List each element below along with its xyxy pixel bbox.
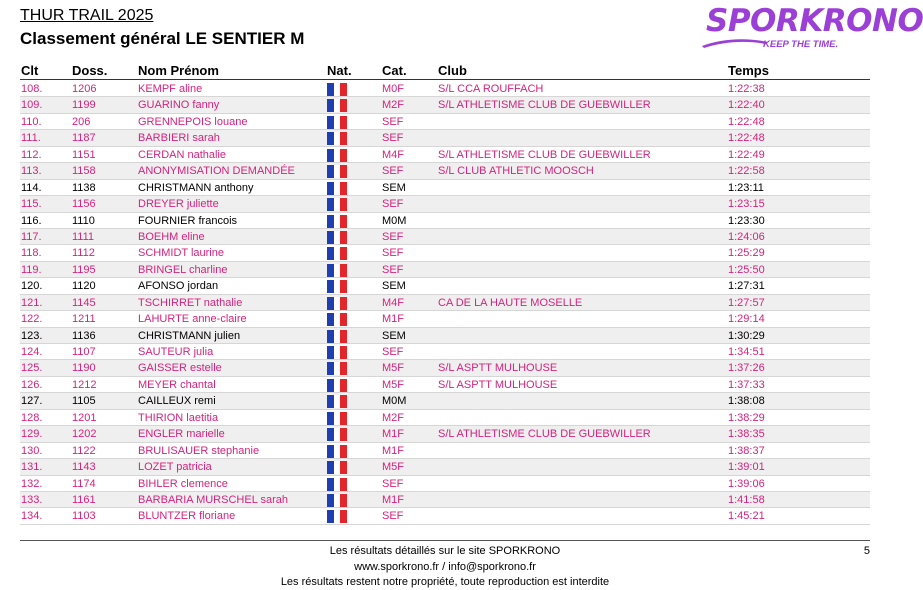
cell-bib: 1211 xyxy=(72,313,96,326)
cell-time: 1:23:11 xyxy=(728,181,764,194)
results-table-body xyxy=(20,81,870,525)
cell-category: SEM xyxy=(382,329,406,342)
cell-time: 1:30:29 xyxy=(728,329,765,342)
france-flag-icon xyxy=(327,313,347,326)
cell-name: KEMPF aline xyxy=(138,83,203,95)
cell-time: 1:39:06 xyxy=(728,477,765,490)
cell-time: 1:22:58 xyxy=(728,165,765,178)
cell-time: 1:41:58 xyxy=(728,493,765,506)
footer-divider xyxy=(20,540,870,541)
cell-rank: 129. xyxy=(21,428,43,441)
cell-rank: 114. xyxy=(21,181,42,194)
cell-category: M4F xyxy=(382,296,404,309)
cell-name: BRULISAUER stephanie xyxy=(138,444,260,457)
cell-bib: 1143 xyxy=(72,461,96,474)
cell-rank: 124. xyxy=(21,346,43,358)
cell-rank: 128. xyxy=(21,411,43,424)
cell-time: 1:38:37 xyxy=(728,444,765,457)
france-flag-icon xyxy=(327,99,347,112)
cell-category: M5F xyxy=(382,378,404,391)
france-flag-icon xyxy=(327,379,347,392)
cell-name: CAILLEUX remi xyxy=(138,395,216,408)
cell-rank: 117. xyxy=(21,230,42,243)
table-row xyxy=(20,262,870,278)
table-row xyxy=(20,311,870,327)
cell-name: BIHLER clemence xyxy=(138,477,228,490)
cell-name: MEYER chantal xyxy=(138,378,216,391)
cell-bib: 1122 xyxy=(72,444,96,457)
cell-time: 1:45:21 xyxy=(728,510,765,523)
cell-rank: 109. xyxy=(21,99,43,112)
cell-category: SEF xyxy=(382,477,404,490)
france-flag-icon xyxy=(327,428,347,441)
france-flag-icon xyxy=(327,116,347,129)
cell-club: S/L ATHLETISME CLUB DE GUEBWILLER xyxy=(438,148,651,161)
cell-bib: 1112 xyxy=(72,247,95,260)
cell-rank: 112. xyxy=(21,148,42,161)
cell-category: M5F xyxy=(382,362,404,375)
cell-name: GAISSER estelle xyxy=(138,362,222,375)
cell-rank: 120. xyxy=(21,280,43,293)
cell-bib: 1120 xyxy=(72,280,96,293)
table-row xyxy=(20,328,870,344)
cell-time: 1:38:29 xyxy=(728,411,765,424)
footer-results-note: Les résultats détaillés sur le site SPORKRONO xyxy=(329,545,561,557)
cell-rank: 110. xyxy=(21,115,42,128)
cell-category: SEF xyxy=(382,263,404,276)
cell-time: 1:24:06 xyxy=(728,230,765,243)
cell-category: M1F xyxy=(382,493,404,506)
cell-category: SEF xyxy=(382,510,404,523)
cell-name: CHRISTMANN julien xyxy=(138,329,241,342)
cell-name: BRINGEL charline xyxy=(138,263,228,276)
france-flag-icon xyxy=(327,182,347,195)
cell-name: AFONSO jordan xyxy=(138,280,219,293)
cell-name: BARBIERI sarah xyxy=(138,132,220,145)
cell-time: 1:38:35 xyxy=(728,428,765,441)
cell-name: BOEHM eline xyxy=(138,230,205,243)
cell-name: GUARINO fanny xyxy=(138,99,220,112)
cell-time: 1:37:26 xyxy=(728,362,765,375)
table-row xyxy=(20,508,870,524)
cell-bib: 1158 xyxy=(72,165,96,178)
table-header xyxy=(20,60,870,79)
cell-bib: 1156 xyxy=(72,198,96,211)
table-row xyxy=(20,443,870,459)
race-title: THUR TRAIL 2025 xyxy=(20,7,154,24)
cell-bib: 1103 xyxy=(72,510,96,523)
table-row xyxy=(20,295,870,311)
table-row xyxy=(20,81,870,97)
france-flag-icon xyxy=(327,297,347,310)
cell-category: M1F xyxy=(382,313,404,326)
cell-bib: 1174 xyxy=(72,477,96,490)
france-flag-icon xyxy=(327,264,347,277)
cell-rank: 108. xyxy=(21,83,43,95)
table-row xyxy=(20,97,870,113)
cell-bib: 1110 xyxy=(72,214,95,227)
table-row xyxy=(20,130,870,146)
cell-name: SCHMIDT laurine xyxy=(138,247,224,260)
cell-bib: 1212 xyxy=(72,378,97,391)
cell-category: M1F xyxy=(382,444,404,457)
cell-category: SEF xyxy=(382,165,404,178)
col-header-name: Nom Prénom xyxy=(138,63,219,78)
table-row xyxy=(20,377,870,393)
ranking-title: Classement général LE SENTIER M xyxy=(20,29,305,48)
cell-bib: 1136 xyxy=(72,329,96,342)
cell-time: 1:39:01 xyxy=(728,461,765,474)
table-row xyxy=(20,344,870,360)
cell-bib: 1161 xyxy=(72,493,96,506)
cell-category: M4F xyxy=(382,148,404,161)
cell-category: M2F xyxy=(382,99,404,112)
col-header-club: Club xyxy=(438,63,467,78)
cell-name: ANONYMISATION DEMANDÉE xyxy=(138,165,295,178)
cell-time: 1:22:48 xyxy=(728,132,765,145)
cell-bib: 1195 xyxy=(72,263,96,276)
cell-rank: 132. xyxy=(21,477,43,490)
france-flag-icon xyxy=(327,494,347,507)
cell-time: 1:37:33 xyxy=(728,378,765,391)
cell-bib: 1201 xyxy=(72,411,97,424)
france-flag-icon xyxy=(327,198,347,211)
cell-name: CHRISTMANN anthony xyxy=(138,181,254,194)
col-header-cat: Cat. xyxy=(382,63,407,78)
table-row xyxy=(20,476,870,492)
table-row xyxy=(20,163,870,179)
cell-time: 1:27:31 xyxy=(728,280,765,293)
cell-name: CERDAN nathalie xyxy=(138,148,227,161)
cell-bib: 1187 xyxy=(72,132,96,145)
france-flag-icon xyxy=(327,280,347,293)
cell-time: 1:23:15 xyxy=(728,198,765,211)
cell-category: SEF xyxy=(382,132,404,145)
cell-category: M5F xyxy=(382,461,404,474)
table-row xyxy=(20,245,870,261)
cell-category: M0M xyxy=(382,214,407,227)
france-flag-icon xyxy=(327,445,347,458)
table-row xyxy=(20,393,870,409)
cell-name: LOZET patricia xyxy=(138,461,212,474)
france-flag-icon xyxy=(327,215,347,228)
cell-category: SEF xyxy=(382,346,404,358)
cell-bib: 1190 xyxy=(72,362,96,375)
cell-bib: 1138 xyxy=(72,181,96,194)
cell-name: FOURNIER francois xyxy=(138,214,238,227)
logo-tagline: KEEP THE TIME. xyxy=(763,39,839,50)
table-row xyxy=(20,114,870,130)
cell-bib: 1105 xyxy=(72,395,96,408)
header-divider xyxy=(20,79,870,80)
france-flag-icon xyxy=(327,461,347,474)
col-header-clt: Clt xyxy=(21,63,39,78)
france-flag-icon xyxy=(327,165,347,178)
france-flag-icon xyxy=(327,346,347,359)
cell-rank: 115. xyxy=(21,198,42,211)
cell-name: BLUNTZER floriane xyxy=(138,510,236,523)
cell-rank: 111. xyxy=(21,132,41,145)
cell-bib: 1111 xyxy=(72,230,95,243)
cell-name: THIRION laetitia xyxy=(138,411,219,424)
france-flag-icon xyxy=(327,132,347,145)
col-header-time: Temps xyxy=(728,63,769,78)
cell-rank: 133. xyxy=(21,493,43,506)
france-flag-icon xyxy=(327,149,347,162)
col-header-doss: Doss. xyxy=(72,63,108,78)
cell-rank: 113. xyxy=(21,165,42,178)
cell-rank: 116. xyxy=(21,214,42,227)
cell-bib: 1206 xyxy=(72,83,97,95)
france-flag-icon xyxy=(327,362,347,375)
logo-swoosh-icon xyxy=(700,33,770,49)
cell-bib: 1202 xyxy=(72,428,97,441)
cell-rank: 122. xyxy=(21,313,43,326)
cell-name: ENGLER marielle xyxy=(138,428,225,441)
cell-time: 1:29:14 xyxy=(728,313,765,326)
cell-club: S/L ATHLETISME CLUB DE GUEBWILLER xyxy=(438,428,651,441)
cell-club: S/L CLUB ATHLETIC MOOSCH xyxy=(438,165,594,178)
table-row xyxy=(20,147,870,163)
cell-bib: 1145 xyxy=(72,296,96,309)
cell-time: 1:25:50 xyxy=(728,263,765,276)
cell-category: SEF xyxy=(382,230,404,243)
table-row xyxy=(20,180,870,196)
cell-club: S/L ATHLETISME CLUB DE GUEBWILLER xyxy=(438,99,651,112)
cell-category: M0F xyxy=(382,83,404,95)
cell-club: S/L ASPTT MULHOUSE xyxy=(438,362,558,375)
cell-club: CA DE LA HAUTE MOSELLE xyxy=(438,296,583,309)
cell-category: SEM xyxy=(382,280,406,293)
table-row xyxy=(20,278,870,294)
cell-category: SEF xyxy=(382,247,404,260)
cell-name: DREYER juliette xyxy=(138,198,219,211)
cell-bib: 1199 xyxy=(72,99,96,112)
france-flag-icon xyxy=(327,510,347,523)
cell-bib: 206 xyxy=(72,115,91,128)
france-flag-icon xyxy=(327,83,347,96)
page-number: 5 xyxy=(863,545,870,557)
table-row xyxy=(20,410,870,426)
cell-time: 1:22:48 xyxy=(728,115,765,128)
cell-name: TSCHIRRET nathalie xyxy=(138,296,243,309)
france-flag-icon xyxy=(327,247,347,260)
cell-rank: 126. xyxy=(21,378,43,391)
logo-wordmark: SPORKRONO xyxy=(706,3,923,39)
cell-time: 1:25:29 xyxy=(728,247,765,260)
cell-time: 1:22:40 xyxy=(728,99,765,112)
cell-rank: 123. xyxy=(21,329,43,342)
sporkrono-logo xyxy=(700,3,923,55)
cell-category: SEF xyxy=(382,115,404,128)
footer-contact[interactable]: www.sporkrono.fr / info@sporkrono.fr xyxy=(354,561,536,573)
col-header-nat: Nat. xyxy=(327,63,352,78)
cell-time: 1:22:38 xyxy=(728,83,765,95)
cell-category: M0M xyxy=(382,395,407,408)
table-row xyxy=(20,229,870,245)
cell-bib: 1151 xyxy=(72,148,96,161)
france-flag-icon xyxy=(327,395,347,408)
footer-copyright: Les résultats restent notre propriété, toute reproduction est interdite xyxy=(280,576,610,588)
cell-rank: 134. xyxy=(21,510,43,523)
france-flag-icon xyxy=(327,231,347,244)
cell-name: SAUTEUR julia xyxy=(138,346,214,358)
france-flag-icon xyxy=(327,330,347,343)
cell-time: 1:38:08 xyxy=(728,395,765,408)
cell-rank: 119. xyxy=(21,263,42,276)
cell-rank: 118. xyxy=(21,247,42,260)
cell-rank: 121. xyxy=(21,296,43,309)
table-row xyxy=(20,196,870,212)
cell-rank: 127. xyxy=(21,395,43,408)
cell-category: M1F xyxy=(382,428,404,441)
table-row xyxy=(20,459,870,475)
cell-time: 1:34:51 xyxy=(728,346,765,358)
table-row xyxy=(20,360,870,376)
france-flag-icon xyxy=(327,412,347,425)
cell-name: LAHURTE anne-claire xyxy=(138,313,247,326)
cell-category: SEM xyxy=(382,181,406,194)
table-row xyxy=(20,492,870,508)
cell-club: S/L ASPTT MULHOUSE xyxy=(438,378,558,391)
france-flag-icon xyxy=(327,478,347,491)
cell-time: 1:23:30 xyxy=(728,214,765,227)
cell-rank: 125. xyxy=(21,362,43,375)
cell-name: BARBARIA MURSCHEL sarah xyxy=(138,493,288,506)
table-row xyxy=(20,426,870,442)
cell-bib: 1107 xyxy=(72,346,96,358)
table-row xyxy=(20,213,870,229)
cell-category: M2F xyxy=(382,411,404,424)
cell-category: SEF xyxy=(382,198,404,211)
cell-time: 1:22:49 xyxy=(728,148,765,161)
cell-club: S/L CCA ROUFFACH xyxy=(438,83,544,95)
cell-name: GRENNEPOIS louane xyxy=(138,115,248,128)
cell-rank: 130. xyxy=(21,444,43,457)
cell-rank: 131. xyxy=(21,461,43,474)
cell-time: 1:27:57 xyxy=(728,296,765,309)
